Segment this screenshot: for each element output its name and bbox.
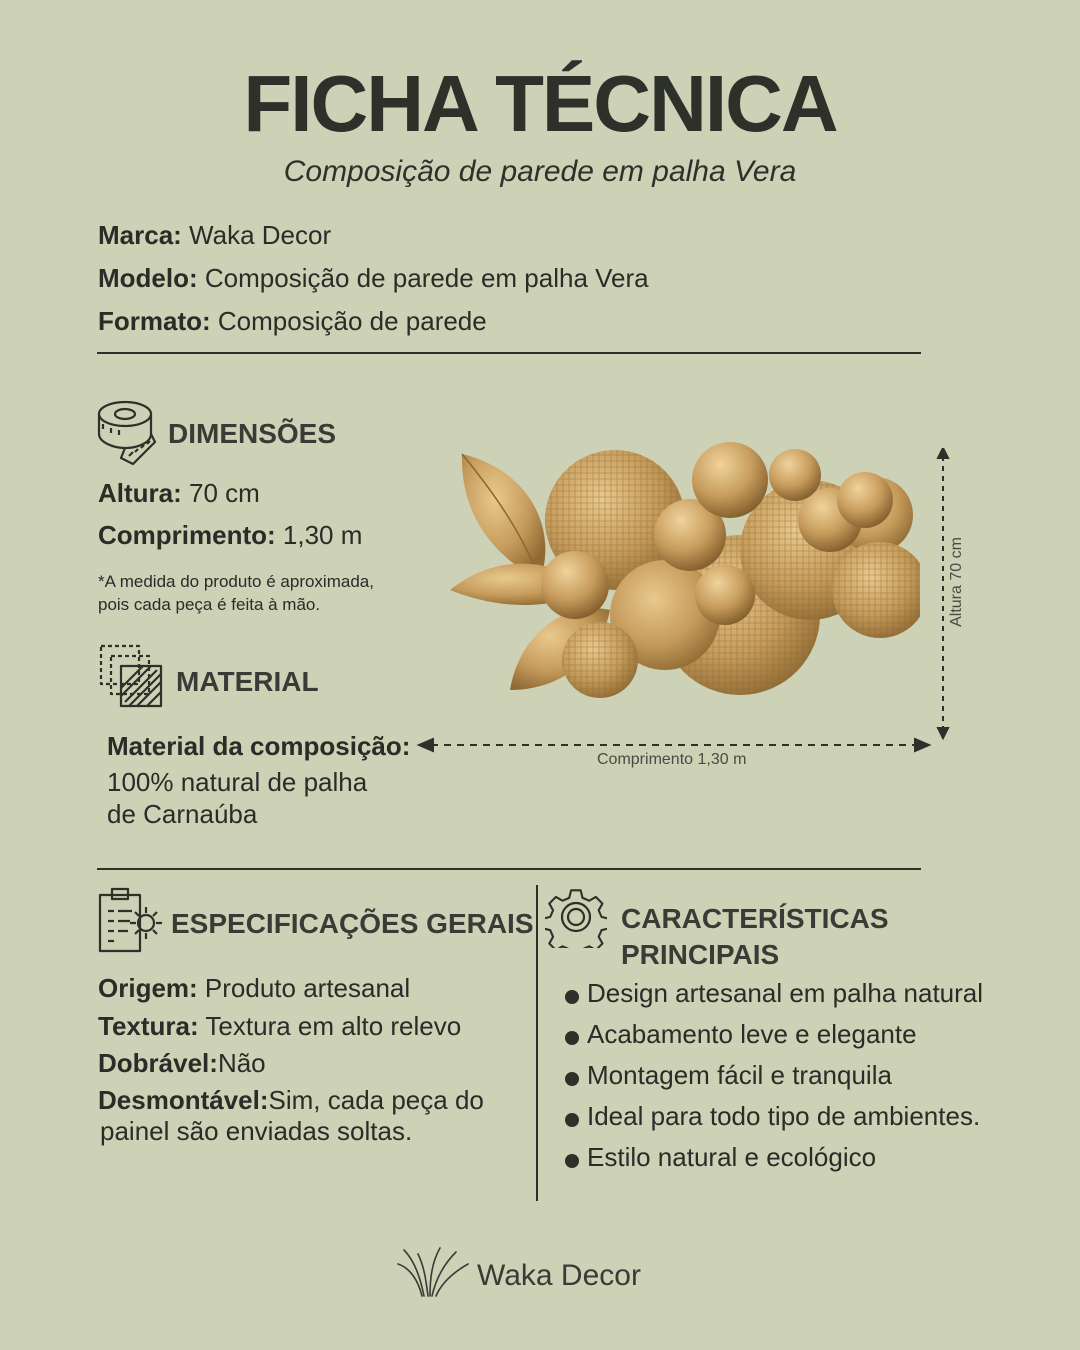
feature-item: Estilo natural e ecológico [565, 1142, 983, 1183]
dim-length: Comprimento: 1,30 m [98, 520, 363, 550]
feature-item: Ideal para todo tipo de ambientes. [565, 1101, 983, 1142]
footer-brand-name: Waka Decor [477, 1259, 641, 1292]
clipboard-gear-icon [96, 887, 166, 955]
grass-logo-icon [396, 1244, 470, 1300]
feature-item: Acabamento leve e elegante [565, 1019, 983, 1060]
divider-vertical [536, 885, 538, 1201]
spec-foldable: Dobrável:Não [98, 1048, 266, 1078]
specs-heading: ESPECIFICAÇÕES GERAIS [171, 908, 534, 939]
material-label: Material da composição: [107, 731, 411, 761]
info-format: Formato: Composição de parede [98, 306, 487, 336]
woven-fabric-icon [97, 640, 169, 712]
dim-height: Altura: 70 cm [98, 478, 260, 508]
bullet-icon [565, 1031, 579, 1045]
material-value-2: de Carnaúba [107, 799, 258, 829]
dimensions-heading: DIMENSÕES [168, 418, 337, 449]
spec-origin: Origem: Produto artesanal [98, 973, 411, 1003]
divider-middle [97, 868, 921, 870]
bullet-icon [565, 990, 579, 1004]
length-dimension-label: Comprimento 1,30 m [597, 751, 747, 768]
page-subtitle: Composição de parede em palha Vera [283, 155, 797, 188]
page-title: FICHA TÉCNICA [243, 59, 837, 148]
bullet-icon [565, 1113, 579, 1127]
dimensions-note: *A medida do produto é aproximada, pois cada peça é feita à mão. [98, 572, 374, 614]
material-value-1: 100% natural de palha [107, 767, 368, 797]
material-heading: MATERIAL [176, 666, 319, 697]
features-heading: CARACTERÍSTICAS PRINCIPAIS [621, 903, 889, 970]
features-list [565, 978, 983, 1183]
gear-icon [545, 886, 607, 948]
dimension-arrows [415, 448, 955, 758]
feature-item: Design artesanal em palha natural [565, 978, 983, 1019]
info-model: Modelo: Composição de parede em palha Vera [98, 263, 649, 293]
spec-dismountable: Desmontável:Sim, cada peça do [98, 1085, 484, 1115]
spec-texture: Textura: Textura em alto relevo [98, 1011, 462, 1041]
divider-top [97, 352, 921, 354]
height-dimension-label: Altura 70 cm [948, 537, 965, 627]
bullet-icon [565, 1154, 579, 1168]
info-brand: Marca: Waka Decor [98, 220, 332, 250]
feature-item: Montagem fácil e tranquila [565, 1060, 983, 1101]
bullet-icon [565, 1072, 579, 1086]
measuring-tape-icon [95, 398, 159, 468]
spec-dismountable-continuation: painel são enviadas soltas. [100, 1116, 413, 1146]
